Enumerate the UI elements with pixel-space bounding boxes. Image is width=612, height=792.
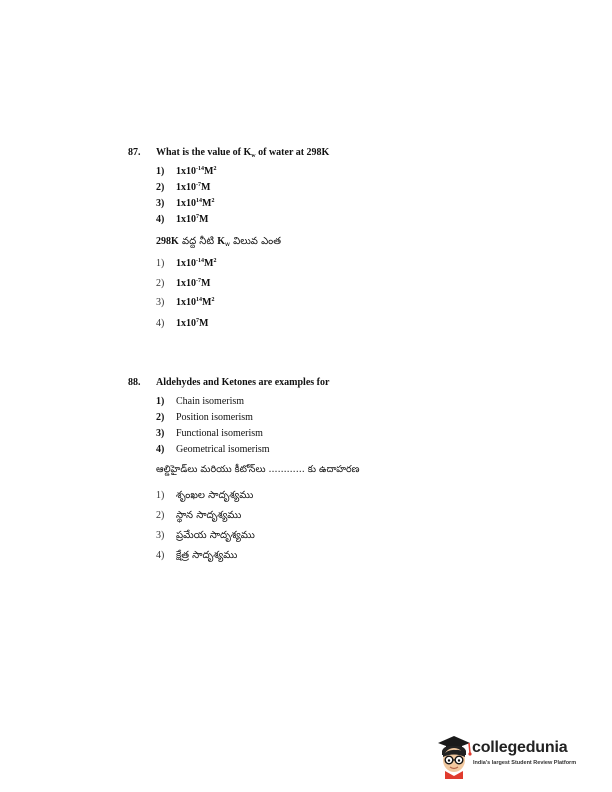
mascot-icon <box>432 733 474 779</box>
option-2-telugu: 2) స్థాన సాదృశ్యము <box>156 510 242 521</box>
option-1: 1) $1x10^{-14}M^2$ <box>156 166 217 177</box>
option-4: 4) $1x10^7M$ <box>156 214 209 225</box>
question-number: 88. <box>128 377 141 388</box>
option-1: 1) Chain isomerism <box>156 396 245 407</box>
question-number: 87. <box>128 147 141 158</box>
logo-tagline: India's largest Student Review Platform <box>473 760 577 766</box>
option-2: 2) $1x10^{-7}M$ <box>156 182 211 193</box>
option-1-telugu: 1) $1x10^{-14}M^2$ <box>156 258 217 269</box>
question-text-telugu: 298K వద్ద నీటి $K_w$ విలువ ఎంత <box>156 236 282 248</box>
question-text: What is the value of $K_w$ of water at 298K <box>156 147 330 159</box>
option-4: 4) Geometrical isomerism <box>156 444 270 455</box>
collegedunia-logo[interactable] <box>432 733 592 779</box>
option-1-telugu: 1) శృంఖల సాదృశ్యము <box>156 490 254 501</box>
option-2: 2) Position isomerism <box>156 412 253 423</box>
option-4-telugu: 4) $1x10^7M$ <box>156 318 209 329</box>
option-3: 3) Functional isomerism <box>156 428 263 439</box>
logo-wordmark: collegedunia <box>472 739 568 756</box>
option-3: 3) $1x10^{14}M^2$ <box>156 198 215 209</box>
option-3-telugu: 3) $1x10^{14}M^2$ <box>156 297 215 308</box>
question-text-telugu: ఆల్డిహైడ్‌లు మరియు కీటోన్‌లు ............ కు ఉదాహరణ <box>156 464 360 475</box>
question-text: Aldehydes and Ketones are examples for <box>156 377 330 388</box>
option-2-telugu: 2) $1x10^{-7}M$ <box>156 278 211 289</box>
option-4-telugu: 4) క్షేత్ర సాదృశ్యము <box>156 550 238 561</box>
option-3-telugu: 3) ప్రమేయ సాదృశ్యము <box>156 530 255 541</box>
